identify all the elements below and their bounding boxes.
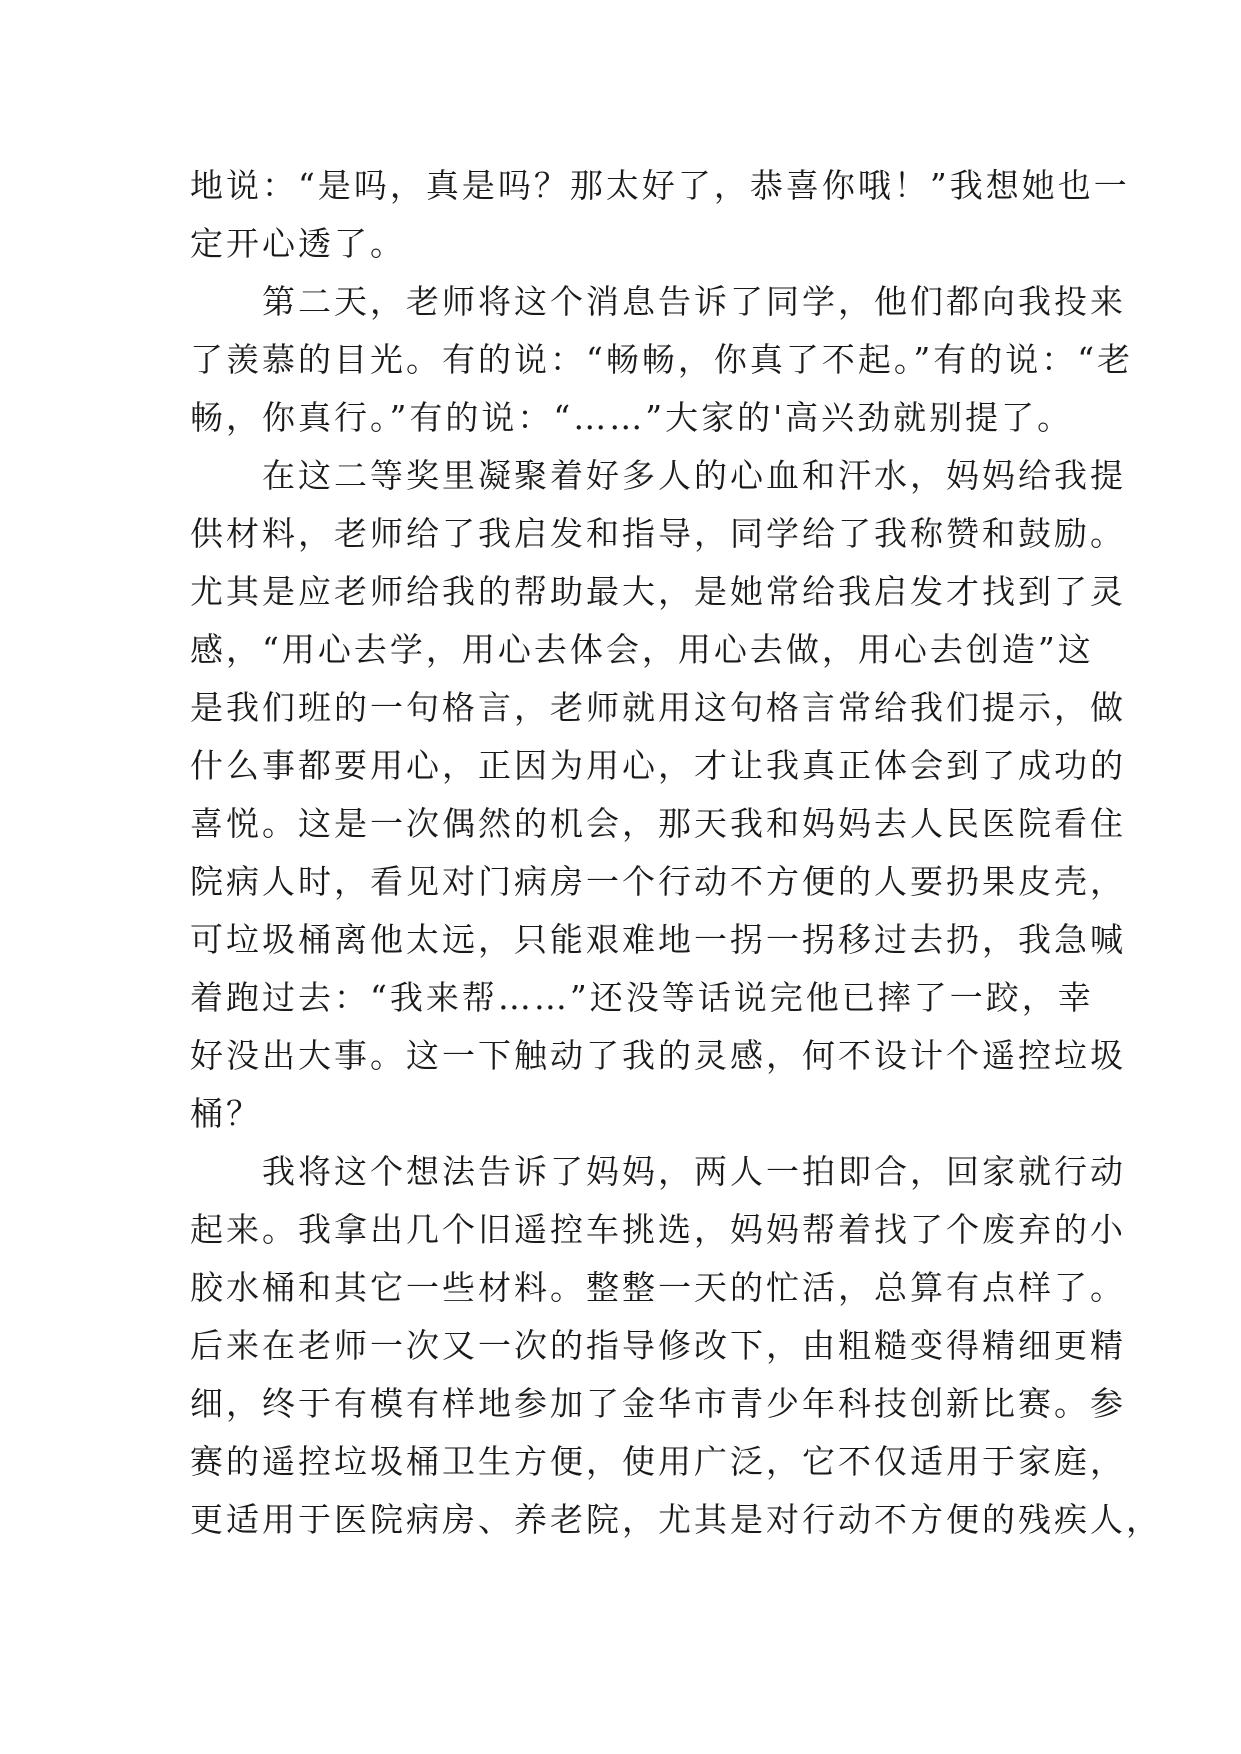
- text-line: 起来。我拿出几个旧遥控车挑选，妈妈帮着找了个废弃的小: [190, 1210, 1126, 1249]
- text-line: 细，终于有模有样地参加了金华市青少年科技创新比赛。参: [190, 1384, 1126, 1423]
- text-line: 是我们班的一句格言，老师就用这句格言常给我们提示，做: [190, 688, 1126, 727]
- text-line: 我将这个想法告诉了妈妈，两人一拍即合，回家就行动: [190, 1152, 1126, 1191]
- text-line: 可垃圾桶离他太远，只能艰难地一拐一拐移过去扔，我急喊: [190, 920, 1126, 959]
- text-line: 好没出大事。这一下触动了我的灵感，何不设计个遥控垃圾: [190, 1036, 1126, 1075]
- text-line: 更适用于医院病房、养老院，尤其是对行动不方便的残疾人，: [190, 1500, 1162, 1539]
- text-line: 什么事都要用心，正因为用心，才让我真正体会到了成功的: [190, 746, 1126, 785]
- text-line: 喜悦。这是一次偶然的机会，那天我和妈妈去人民医院看住: [190, 804, 1126, 843]
- text-line: 着跑过去：“我来帮……”还没等话说完他已摔了一跤，幸: [190, 978, 1094, 1017]
- text-line: 桶？: [190, 1094, 262, 1133]
- text-line: 尤其是应老师给我的帮助最大，是她常给我启发才找到了灵: [190, 572, 1126, 611]
- text-line: 感，“用心去学，用心去体会，用心去做，用心去创造”这: [190, 630, 1094, 669]
- text-line: 在这二等奖里凝聚着好多人的心血和汗水，妈妈给我提: [190, 456, 1126, 495]
- text-line: 后来在老师一次又一次的指导修改下，由粗糙变得精细更精: [190, 1326, 1126, 1365]
- text-line: 院病人时，看见对门病房一个行动不方便的人要扔果皮壳，: [190, 862, 1126, 901]
- text-line: 地说：“是吗，真是吗？那太好了，恭喜你哦！”我想她也一: [190, 166, 1130, 205]
- text-line: 定开心透了。: [190, 224, 406, 263]
- text-line: 第二天，老师将这个消息告诉了同学，他们都向我投来: [190, 282, 1126, 321]
- text-line: 赛的遥控垃圾桶卫生方便，使用广泛，它不仅适用于家庭，: [190, 1442, 1126, 1481]
- text-line: 胶水桶和其它一些材料。整整一天的忙活，总算有点样了。: [190, 1268, 1126, 1307]
- text-line: 供材料，老师给了我启发和指导，同学给了我称赞和鼓励。: [190, 514, 1126, 553]
- text-line: 了羡慕的目光。有的说：“畅畅，你真了不起。”有的说：“老: [190, 340, 1134, 379]
- body-text: [190, 157, 1162, 1549]
- text-line: 畅，你真行。”有的说：“……”大家的'高兴劲就别提了。: [190, 398, 1074, 437]
